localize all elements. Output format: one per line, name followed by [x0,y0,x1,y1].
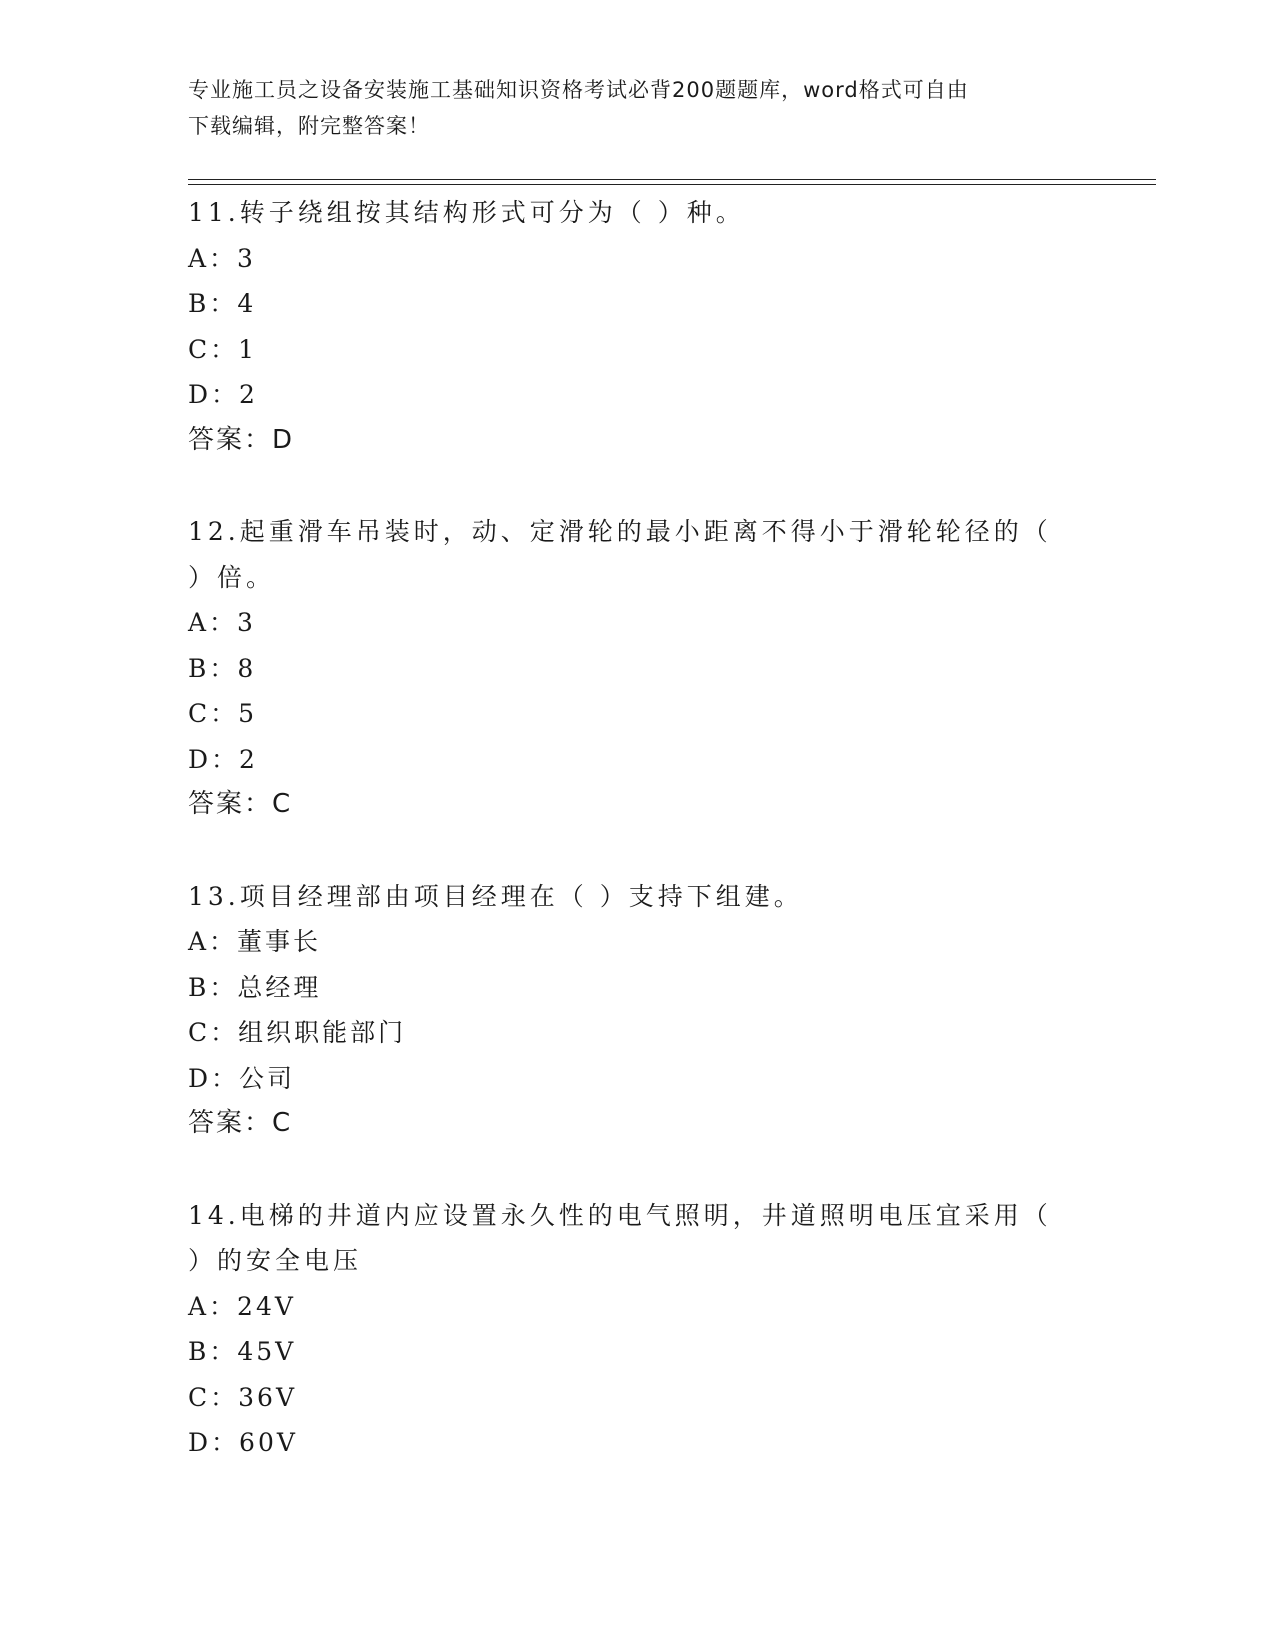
option-c: C：5 [188,699,258,728]
question-14 [188,1193,1088,1466]
header-divider-bottom [188,184,1156,185]
header-divider-top [188,179,1156,180]
question-text: 14.电梯的井道内应设置永久性的电气照明，井道照明电压宜采用（ [188,1200,1052,1230]
question-text-continued: ）的安全电压 [188,1246,363,1275]
answer-line: 答案：D [188,424,295,455]
option-d: D：2 [188,380,258,409]
option-c: C：1 [188,334,258,364]
question-13 [188,874,1088,1147]
question-text: 13.项目经理部由项目经理在（ ）支持下组建。 [188,881,803,911]
header-line-2: 下载编辑，附完整答案！ [188,114,430,138]
question-text: 11.转子绕组按其结构形式可分为（ ）种。 [188,198,745,227]
option-d: D：60V [188,1428,298,1457]
option-a: A：董事长 [188,927,322,956]
option-b: B：8 [188,653,257,683]
option-b: B：45V [188,1337,297,1366]
question-text: 12.起重滑车吊装时，动、定滑轮的最小距离不得小于滑轮轮径的（ [188,517,1052,546]
header-line-1: 专业施工员之设备安装施工基础知识资格考试必背200题题库，word格式可自由 [188,78,969,102]
option-a: A：24V [188,1291,296,1321]
answer-line: 答案：C [188,789,293,819]
option-d: D：2 [188,744,258,774]
option-d: D：公司 [188,1063,296,1093]
answer-line: 答案：C [188,1108,293,1138]
question-11 [188,190,1088,463]
question-12 [188,509,1088,828]
option-c: C：36V [188,1382,297,1412]
option-b: B：总经理 [188,972,322,1002]
option-c: C：组织职能部门 [188,1018,407,1047]
option-b: B：4 [188,289,257,318]
option-a: A：3 [188,243,256,273]
option-a: A：3 [188,608,256,637]
question-text-continued: ）倍。 [188,562,276,592]
question-list [188,190,1088,1512]
document-header [188,72,1088,144]
